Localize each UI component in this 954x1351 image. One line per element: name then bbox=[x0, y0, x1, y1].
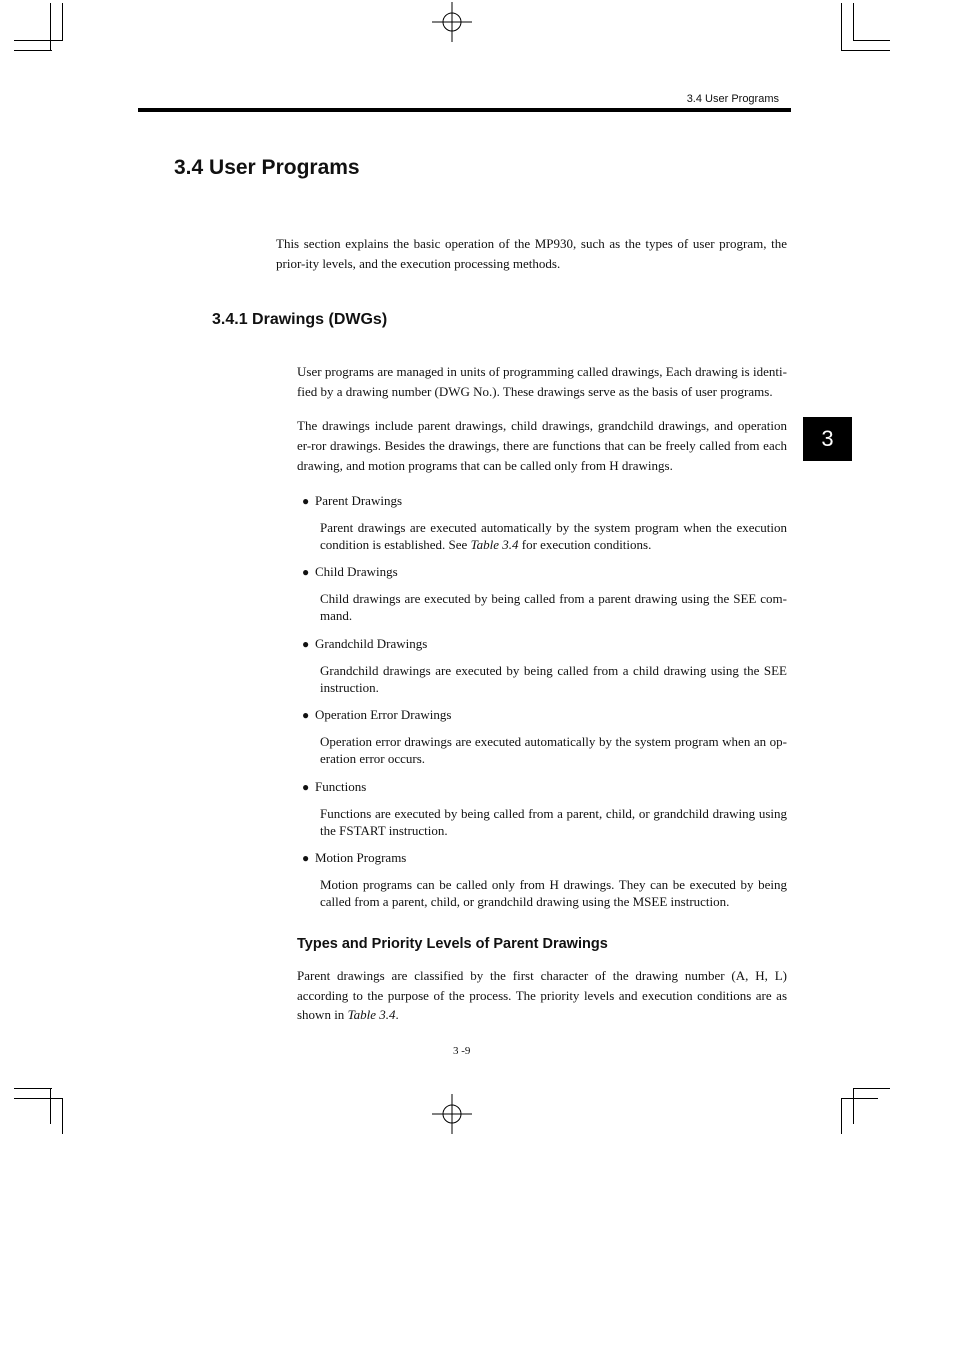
list-item-body: Functions are executed by being called from a parent, child, or grandchild drawing using the FSTART instruction. bbox=[320, 806, 787, 838]
registration-mark-bottom bbox=[432, 1094, 472, 1134]
bullet-icon: ● bbox=[302, 780, 310, 794]
list-item-body: Grandchild drawings are executed by being called from a child drawing using the SEE instruction. bbox=[320, 663, 787, 695]
bullet-icon: ● bbox=[302, 637, 310, 651]
chapter-tab: 3 bbox=[803, 417, 852, 461]
subsection-para-1: User programs are managed in units of programming called drawings, Each drawing is identi-fied by a drawing number (DWG No.). These drawings serve as the basis of user programs. bbox=[297, 364, 787, 399]
subsection-title: 3.4.1 Drawings (DWGs) bbox=[212, 311, 388, 328]
table-reference: Table 3.4 bbox=[347, 1007, 396, 1022]
page-number: 3 -9 bbox=[453, 1045, 471, 1057]
bullet-icon: ● bbox=[302, 708, 310, 722]
registration-mark-top bbox=[432, 2, 472, 42]
bullet-icon: ● bbox=[302, 565, 310, 579]
list-item-title: ● Functions bbox=[302, 779, 367, 794]
list-item-title: ● Operation Error Drawings bbox=[302, 707, 452, 722]
table-reference: Table 3.4 bbox=[470, 537, 519, 552]
section-title: 3.4 User Programs bbox=[174, 156, 360, 179]
subsubsection-title: Types and Priority Levels of Parent Drawings bbox=[297, 936, 608, 952]
section-intro: This section explains the basic operation of the MP930, such as the types of user program, the prior-ity levels, and the execution processing methods. bbox=[276, 236, 787, 271]
bullet-icon: ● bbox=[302, 494, 310, 508]
list-item-body: Parent drawings are executed automatically by the system program when the execution condition is established. See Table 3.4 for execution conditions. bbox=[320, 520, 787, 552]
list-item-body: Child drawings are executed by being called from a parent drawing using the SEE com-mand. bbox=[320, 591, 787, 623]
subsection-para-2: The drawings include parent drawings, child drawings, grandchild drawings, and operation er-ror drawings. Besides the drawings, there are functions that can be freely called from each drawing, and motion programs that can be called only from H drawings. bbox=[297, 418, 787, 473]
list-item-title: ● Child Drawings bbox=[302, 564, 398, 579]
header-rule bbox=[138, 108, 791, 112]
subsubsection-para: Parent drawings are classified by the first character of the drawing number (A, H, L) according to the purpose of the process. The priority levels and execution conditions are as shown in Table 3.4. bbox=[297, 968, 787, 1022]
running-header: 3.4 User Programs bbox=[686, 93, 779, 105]
list-item-body: Motion programs can be called only from H drawings. They can be executed by being called from a parent, child, or grandchild drawing using the MSEE instruction. bbox=[320, 877, 787, 909]
list-item-title: ● Parent Drawings bbox=[302, 493, 403, 508]
list-item-title: ● Motion Programs bbox=[302, 850, 407, 865]
bullet-icon: ● bbox=[302, 851, 310, 865]
list-item-title: ● Grandchild Drawings bbox=[302, 636, 428, 651]
list-item-body: Operation error drawings are executed automatically by the system program when an op-eration error occurs. bbox=[320, 734, 787, 766]
